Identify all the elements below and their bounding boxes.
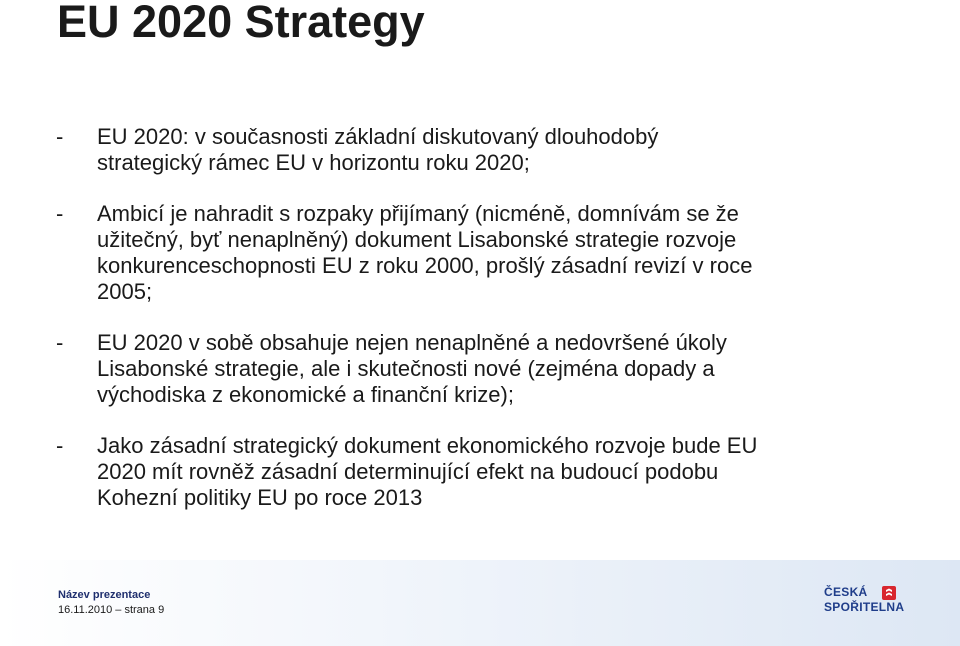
bullet-dash: -: [56, 201, 64, 226]
bullet-line: strategický rámec EU v horizontu roku 2020;: [97, 150, 530, 175]
bullet-item: [56, 330, 916, 408]
bullet-line: 2020 mít rovněž zásadní determinující efekt na budoucí podobu: [97, 459, 719, 484]
bullet-item: [56, 201, 916, 305]
bullet-line: Lisabonské strategie, ale i skutečnosti nové (zejména dopady a: [97, 356, 715, 381]
bullet-line: 2005;: [97, 279, 153, 304]
bullet-list: [56, 124, 916, 536]
bullet-line: východiska z ekonomické a finanční krize);: [97, 382, 514, 407]
bullet-line: Ambicí je nahradit s rozpaky přijímaný (nicméně, domnívám se že: [97, 201, 739, 226]
bullet-line: Kohezní politiky EU po roce 2013: [97, 485, 423, 510]
bullet-line: Jako zásadní strategický dokument ekonomického rozvoje bude EU: [97, 433, 758, 458]
date-page-number: 16.11.2010 – strana 9: [58, 604, 165, 616]
bullet-line: EU 2020 v sobě obsahuje nejen nenaplněné a nedovršené úkoly: [97, 330, 727, 355]
logo-line2: SPOŘITELNA: [824, 600, 905, 614]
logo-line1: ČESKÁ: [824, 585, 868, 599]
bullet-item: [56, 124, 916, 176]
bullet-item: [56, 433, 916, 511]
ceska-sporitelna-logo: [824, 584, 904, 620]
bullet-dash: -: [56, 330, 64, 355]
slide-footer: [0, 560, 960, 646]
ceska-sporitelna-logo-icon: [882, 586, 896, 600]
bullet-line: konkurenceschopnosti EU z roku 2000, prošlý zásadní revizí v roce: [97, 253, 753, 278]
bullet-line: EU 2020: v současnosti základní diskutovaný dlouhodobý: [97, 124, 659, 149]
presentation-name: Název prezentace: [58, 589, 151, 601]
bullet-line: užitečný, byť nenaplněný) dokument Lisabonské strategie rozvoje: [97, 227, 737, 252]
bullet-dash: -: [56, 124, 64, 149]
slide-title: EU 2020 Strategy: [57, 0, 425, 47]
bullet-dash: -: [56, 433, 64, 458]
